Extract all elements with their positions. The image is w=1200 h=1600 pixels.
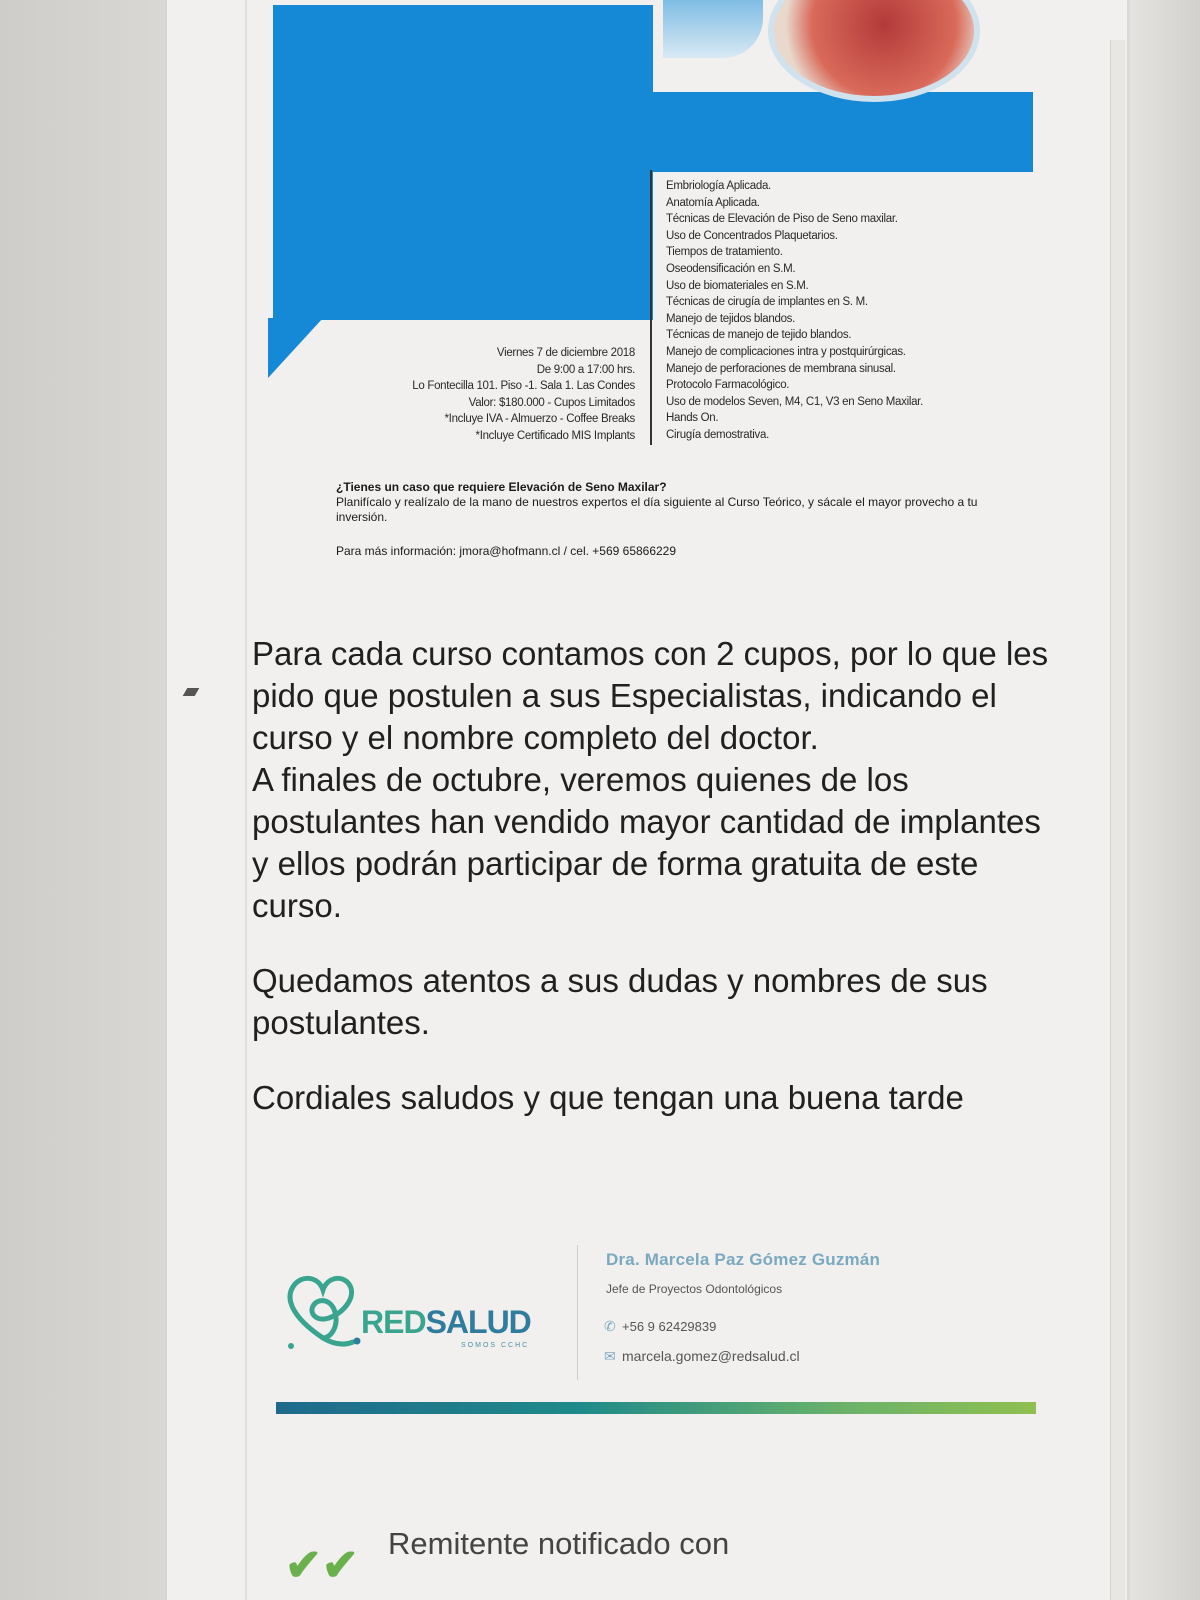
heart-logo-icon bbox=[283, 1268, 373, 1358]
email-link[interactable]: marcela.gomez@redsalud.cl bbox=[622, 1348, 800, 1364]
case-question-block bbox=[336, 480, 1016, 525]
course-flyer-image bbox=[268, 0, 1038, 600]
topic-item: Manejo de perforaciones de membrana sinusal. bbox=[666, 362, 896, 375]
topic-item: Manejo de complicaciones intra y postquirúrgicas. bbox=[666, 345, 906, 358]
body-paragraph: Para cada curso contamos con 2 cupos, por lo que les pido que postulen a sus Especialistas, indicando el curso y el nombre completo del doctor. bbox=[252, 635, 1049, 756]
monitor-left-edge bbox=[0, 0, 170, 1600]
flyer-blue-triangle bbox=[268, 318, 323, 378]
topic-item: Tiempos de tratamiento. bbox=[666, 246, 783, 259]
signature-divider bbox=[577, 1245, 578, 1380]
phone-number[interactable]: +56 9 62429839 bbox=[622, 1319, 717, 1334]
event-certificate: *Incluye Certificado MIS Implants bbox=[475, 429, 635, 442]
topic-item: Uso de Concentrados Plaquetarios. bbox=[666, 229, 838, 242]
topic-item: Hands On. bbox=[666, 412, 719, 425]
topic-item: Técnicas de Elevación de Piso de Seno maxilar. bbox=[666, 213, 898, 226]
body-paragraph: Quedamos atentos a sus dudas y nombres de sus postulantes. bbox=[252, 962, 988, 1041]
event-includes: *Incluye IVA - Almuerzo - Coffee Breaks bbox=[444, 413, 635, 426]
vertical-scrollbar[interactable] bbox=[1110, 40, 1125, 1600]
body-paragraph: A finales de octubre, veremos quienes de los postulantes han vendido mayor cantidad de implantes y ellos podrán participar de forma gratuita de este curso. bbox=[252, 761, 1041, 924]
logo-wordmark: REDSALUD bbox=[361, 1304, 531, 1340]
flyer-blue-band bbox=[653, 92, 1033, 172]
event-details bbox=[338, 345, 635, 445]
topic-item: Técnicas de cirugía de implantes en S. M. bbox=[666, 296, 868, 309]
topic-item: Embriología Aplicada. bbox=[666, 180, 771, 192]
flyer-photo-surgery bbox=[768, 0, 980, 102]
case-text: Planifícalo y realízalo de la mano de nuestros expertos el día siguiente al Curso Teórico, y sácale el mayor provecho a tu inversión. bbox=[336, 495, 978, 524]
topic-item: Técnicas de manejo de tejido blandos. bbox=[666, 329, 852, 342]
flyer-contact: Para más información: jmora@hofmann.cl / cel. +569 65866229 bbox=[336, 544, 677, 558]
topic-item: Uso de biomateriales en S.M. bbox=[666, 279, 809, 292]
sender-phone bbox=[604, 1318, 716, 1335]
checkmark-icon: ✔✔ bbox=[285, 1541, 359, 1590]
topic-item: Oseodensificación en S.M. bbox=[666, 262, 796, 275]
sender-role: Jefe de Proyectos Odontológicos bbox=[606, 1282, 783, 1296]
monitor-right-edge bbox=[1130, 0, 1200, 1600]
flyer-divider bbox=[650, 170, 652, 445]
topic-item: Cirugía demostrativa. bbox=[666, 428, 769, 441]
topic-item: Protocolo Farmacológico. bbox=[666, 379, 790, 392]
mail-icon: ✉ bbox=[604, 1348, 616, 1364]
topic-item: Anatomía Aplicada. bbox=[666, 196, 760, 209]
case-question: ¿Tienes un caso que requiere Elevación de Seno Maxilar? bbox=[336, 480, 667, 494]
topic-item: Uso de modelos Seven, M4, C1, V3 en Seno Maxilar. bbox=[666, 395, 923, 408]
message-border bbox=[245, 0, 247, 1600]
flyer-blue-block bbox=[273, 5, 653, 320]
signature-gradient-bar bbox=[276, 1402, 1036, 1414]
event-date: Viernes 7 de diciembre 2018 bbox=[496, 347, 635, 359]
topic-item: Manejo de tejidos blandos. bbox=[666, 312, 796, 325]
flyer-photo-teeth bbox=[663, 0, 763, 58]
logo-tagline: SOMOS CCHC bbox=[461, 1342, 530, 1349]
sender-notified-text: Remitente notificado con bbox=[388, 1526, 730, 1561]
event-price: Valor: $180.000 - Cupos Limitados bbox=[468, 396, 635, 409]
phone-icon: ✆ bbox=[604, 1318, 616, 1334]
sender-email bbox=[604, 1348, 800, 1365]
closing-line: Cordiales saludos y que tengan una buena tarde bbox=[252, 1079, 964, 1116]
sender-name: Dra. Marcela Paz Gómez Guzmán bbox=[606, 1250, 881, 1269]
course-topics-list bbox=[666, 178, 1046, 444]
email-body bbox=[252, 633, 1052, 1119]
event-time: De 9:00 a 17:00 hrs. bbox=[536, 363, 635, 376]
event-location: Lo Fontecilla 101. Piso -1. Sala 1. Las Condes bbox=[412, 380, 635, 393]
redsalud-logo bbox=[283, 1268, 553, 1358]
